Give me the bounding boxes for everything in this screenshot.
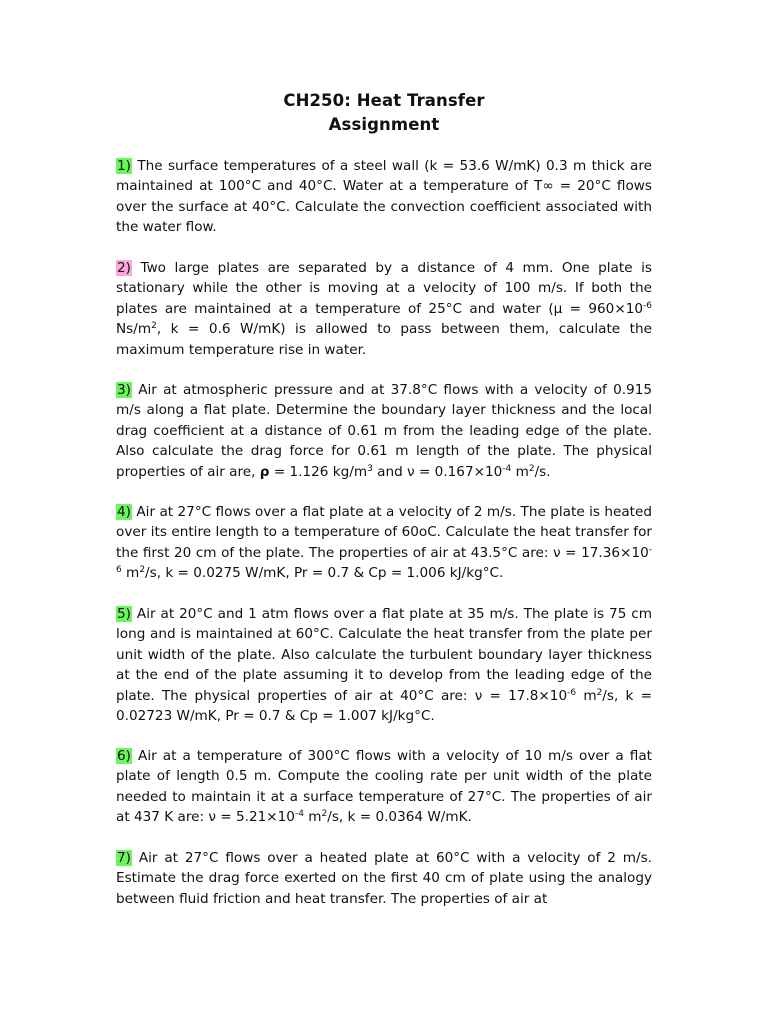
superscript: -6 — [643, 300, 652, 311]
question-number-3: 3) — [117, 382, 131, 398]
question-text-2a: Two large plates are separated by a distance of 4 mm. One plate is stationary while the other is moving at a velocity of 100 m/s. If both the plates are maintained at a temperature of 25°C and water (μ = 960×10 — [116, 260, 652, 317]
superscript: 2 — [596, 687, 603, 698]
superscript: -6 — [116, 544, 652, 576]
question-text-7: Air at 27°C flows over a heated plate at 60°C with a velocity of 2 m/s. Estimate the drag force exerted on the first 40 cm of plate using the analogy between fluid friction and heat transfer. The properties of air at — [116, 850, 653, 907]
superscript: -6 — [567, 687, 577, 698]
question-text-3c: and ν = 0.167×10 — [372, 463, 503, 480]
question-5 — [116, 604, 652, 726]
question-text-1: The surface temperatures of a steel wall (k = 53.6 W/mK) 0.3 m thick are maintained at 100°C and 40°C. Water at a temperature of T∞ = 20°C flows over the surface at 40°C. Calculate the convection coefficient associated with the water flow. — [116, 158, 653, 236]
superscript: 2 — [528, 463, 535, 474]
superscript: 2 — [139, 565, 146, 576]
question-number-7: 7) — [117, 850, 131, 866]
question-6 — [116, 746, 652, 828]
question-text-3b: = 1.126 kg/m — [269, 463, 368, 480]
question-4 — [116, 502, 652, 584]
question-text-2b: Ns/m — [116, 321, 152, 338]
question-3 — [116, 380, 652, 482]
question-text-3d: m — [511, 463, 529, 480]
question-text-5b: m — [576, 687, 597, 704]
superscript: 2 — [321, 809, 328, 820]
superscript: 3 — [367, 463, 373, 474]
question-1 — [116, 156, 652, 238]
superscript: 2 — [151, 321, 157, 332]
superscript: -4 — [502, 463, 512, 474]
question-text-4c: /s, k = 0.0275 W/mK, Pr = 0.7 & Cp = 1.006 kJ/kg°C. — [145, 565, 504, 582]
document-subtitle: Assignment — [328, 115, 440, 134]
document-title: CH250: Heat Transfer — [283, 91, 485, 110]
question-text-3e: /s. — [534, 463, 551, 480]
question-text-6c: /s, k = 0.0364 W/mK. — [327, 809, 472, 826]
question-text-2c: , k = 0.6 W/mK) is allowed to pass between them, calculate the maximum temperature rise in water. — [116, 321, 652, 358]
question-text-6a: Air at a temperature of 300°C flows with a velocity of 10 m/s over a flat plate of length 0.5 m. Compute the cooling rate per unit width of the plate needed to maintain it at a surface temperature of 27°C. The properties of air at 437 K are: ν = 5.21×10 — [116, 748, 652, 826]
question-text-5a: Air at 20°C and 1 atm flows over a flat plate at 35 m/s. The plate is 75 cm long and is maintained at 60°C. Calculate the heat transfer from the plate per unit width of the plate. Also calculate the turbulent boundary layer thickness at the end of the plate assuming it to develop from the leading edge of the plate. The physical properties of air at 40°C are: ν = 17.8×10 — [116, 606, 652, 704]
question-number-1: 1) — [117, 158, 131, 174]
question-2 — [116, 258, 652, 360]
rho-symbol: ρ — [259, 463, 270, 480]
question-text-4a: Air at 27°C flows over a flat plate at a velocity of 2 m/s. The plate is heated over its entire length to a temperature of 60oC. Calculate the heat transfer for the first 20 cm of the plate. The properties of air at 43.5°C are: ν = 17.36×10 — [116, 504, 652, 561]
question-number-5: 5) — [117, 606, 131, 622]
question-number-4: 4) — [117, 504, 131, 520]
question-text-6b: m — [303, 809, 322, 826]
question-number-2: 2) — [117, 260, 131, 276]
question-number-6: 6) — [117, 748, 131, 764]
question-text-5c: /s, k = 0.02723 W/mK, Pr = 0.7 & Cp = 1.007 kJ/kg°C. — [116, 687, 652, 725]
question-7 — [116, 848, 652, 909]
superscript: -4 — [294, 809, 304, 820]
question-text-3a: Air at atmospheric pressure and at 37.8°C flows with a velocity of 0.915 m/s along a flat plate. Determine the boundary layer thickness and the local drag coefficient at a distance of 0.61 m from the leading edge of the plate. Also calculate the drag force for 0.61 m length of the plate. The physical properties of air are, — [116, 382, 652, 480]
question-text-4b: m — [121, 565, 140, 582]
